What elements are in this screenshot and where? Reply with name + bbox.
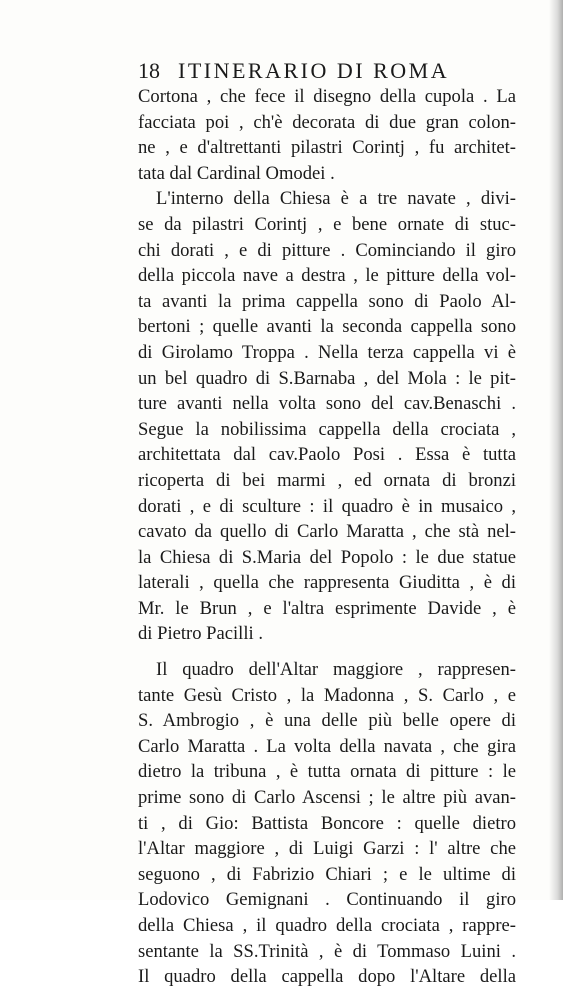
text-line: la Chiesa di S.Maria del Popolo : le due statue [138, 546, 516, 568]
text-line: facciata poi , ch'è decorata di due gran colon- [138, 111, 516, 133]
text-line: prime sono di Carlo Ascensi ; le altre più avan- [138, 787, 516, 809]
text-line: l'Altar maggiore , di Luigi Garzi : l' altre che [138, 838, 516, 860]
text-line: tata dal Cardinal Omodei . [138, 162, 335, 184]
running-head [138, 56, 518, 86]
text-line: tante Gesù Cristo , la Madonna , S. Carlo , e [138, 684, 516, 706]
text-line: ti , di Gio: Battista Boncore : quelle dietro [138, 812, 516, 834]
paragraph-1 [138, 84, 516, 186]
text-line: Lodovico Gemignani . Continuando il giro [138, 889, 516, 911]
text-line: architettata dal cav.Paolo Posi . Essa è tutta [138, 444, 516, 466]
text-line: bertoni ; quelle avanti la seconda cappella sono [138, 316, 516, 338]
text-line: Carlo Maratta . La volta della navata , che gira [138, 735, 516, 757]
text-line: Il quadro dell'Altar maggiore , rappresen- [156, 659, 516, 681]
text-line: dietro la tribuna , è tutta ornata di pitture : le [138, 761, 516, 783]
text-line: Il quadro della cappella dopo l'Altare della [138, 966, 516, 988]
paragraph-2 [138, 186, 516, 647]
text-line: di Pietro Pacilli . [138, 623, 263, 645]
text-line: laterali , quella che rappresenta Giuditta , è di [138, 572, 516, 594]
page-number: 18 [138, 58, 160, 83]
text-line: sentante la SS.Trinità , è di Tommaso Luini . [138, 940, 516, 962]
text-line: della Chiesa , il quadro della crociata , rappre- [138, 915, 516, 936]
text-line: Segue la nobilissima cappella della crociata , [138, 418, 516, 440]
body-text [138, 84, 516, 990]
text-line: chi dorati , e di pitture . Cominciando il giro [138, 239, 516, 261]
text-line: un bel quadro di S.Barnaba , del Mola : le pit- [138, 367, 516, 389]
text-line: L'interno della Chiesa è a tre navate , divi- [156, 188, 516, 210]
running-head-title: ITINERARIO DI ROMA [178, 58, 450, 83]
text-line: della piccola nave a destra , le pitture della vol- [138, 265, 516, 287]
text-line: cavato da quello di Carlo Maratta , che stà nel- [138, 521, 516, 543]
text-line: S. Ambrogio , è una delle più belle opere di [138, 710, 516, 732]
text-line: dorati , e di sculture : il quadro è in musaico , [138, 495, 516, 517]
text-line: Cortona , che fece il disegno della cupola . La [138, 86, 516, 107]
text-line: ture avanti nella volta sono del cav.Benaschi . [138, 393, 516, 415]
text-line: ta avanti la prima cappella sono di Paolo Al- [138, 290, 516, 312]
page-gutter-shadow [549, 0, 563, 900]
paragraph-spacer [138, 647, 516, 657]
paragraph-3 [138, 657, 516, 990]
text-line: se da pilastri Corintj , e bene ornate di stuc- [138, 213, 516, 235]
text-line: seguono , di Fabrizio Chiari ; e le ultime di [138, 863, 516, 885]
text-line: Mr. le Brun , e l'altra esprimente Davide , è [138, 597, 516, 619]
text-line: ne , e d'altrettanti pilastri Corintj , fu architet- [138, 137, 516, 159]
text-line: di Girolamo Troppa . Nella terza cappella vi è [138, 341, 516, 363]
text-line: ricoperta di bei marmi , ed ornata di bronzi [138, 469, 516, 491]
